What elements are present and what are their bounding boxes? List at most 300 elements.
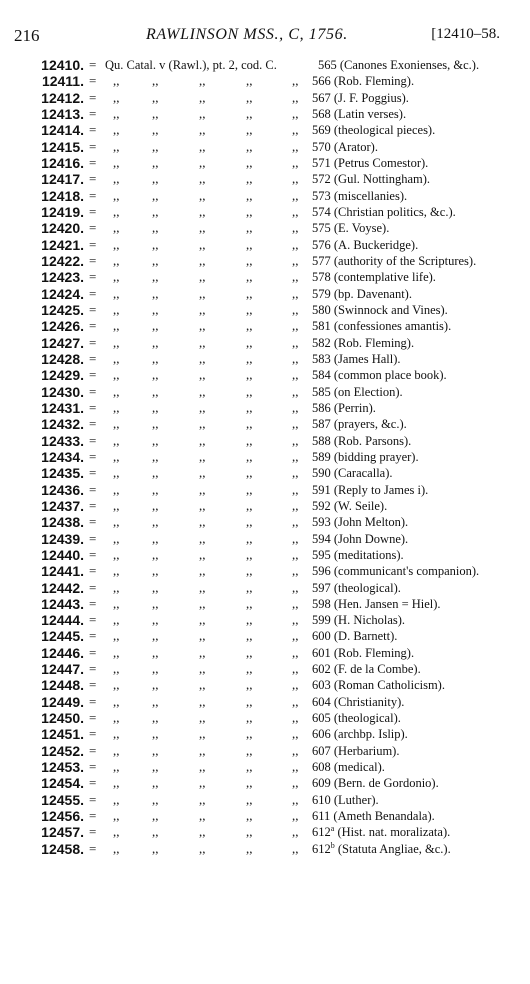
ditto-mark: ,, [152, 432, 159, 448]
entry-description [312, 335, 414, 351]
entry-number: 12450. [41, 710, 84, 727]
ditto-mark: ,, [292, 514, 299, 530]
ditto-mark: ,, [199, 252, 206, 268]
ditto-mark: ,, [152, 612, 159, 628]
ditto-mark: ,, [152, 73, 159, 89]
ditto-mark: ,, [246, 808, 253, 824]
description-text: 588 (Rob. Parsons). [312, 433, 412, 448]
description-text: 605 (theological). [312, 711, 401, 726]
entry-description [312, 759, 385, 775]
equals-sign: = [89, 824, 97, 840]
ditto-mark: ,, [292, 301, 299, 317]
entry-description [312, 155, 428, 171]
entry-number: 12436. [41, 481, 84, 498]
entry-description [312, 547, 404, 563]
ditto-mark: ,, [113, 367, 120, 383]
description-text: 608 (medical). [312, 760, 385, 775]
ditto-mark: ,, [246, 236, 253, 252]
catalogue-entry [0, 628, 530, 644]
catalogue-entry [0, 661, 530, 677]
entry-number: 12416. [41, 154, 84, 171]
ditto-mark: ,, [113, 742, 120, 758]
ditto-mark: ,, [246, 187, 253, 203]
ditto-mark: ,, [199, 154, 206, 170]
description-text: 606 (archbp. Islip). [312, 727, 408, 742]
ditto-mark: ,, [152, 154, 159, 170]
ditto-mark: ,, [292, 612, 299, 628]
entry-number: 12424. [41, 285, 84, 302]
entry-description [312, 514, 408, 530]
equals-sign: = [89, 383, 97, 399]
ditto-mark: ,, [199, 840, 206, 856]
ditto-mark: ,, [113, 252, 120, 268]
ditto-mark: ,, [113, 318, 120, 334]
description-text: 599 (H. Nicholas). [312, 613, 406, 628]
catalogue-entry [0, 204, 530, 220]
ditto-mark: ,, [292, 334, 299, 350]
ditto-mark: ,, [152, 514, 159, 530]
ditto-mark: ,, [152, 775, 159, 791]
entry-number: 12440. [41, 546, 84, 563]
catalogue-entry [0, 335, 530, 351]
entry-description [312, 482, 428, 498]
ditto-mark: ,, [199, 693, 206, 709]
catalogue-entry [0, 645, 530, 661]
ditto-mark: ,, [199, 285, 206, 301]
ditto-mark: ,, [152, 350, 159, 366]
catalogue-entry [0, 775, 530, 791]
entry-description [312, 351, 401, 367]
catalogue-entry [0, 220, 530, 236]
ditto-mark: ,, [113, 334, 120, 350]
entry-description [312, 188, 407, 204]
entry-number: 12429. [41, 367, 84, 384]
description-text: 611 (Ameth Benandala). [312, 809, 435, 824]
description-text: 587 (prayers, &c.). [312, 417, 407, 432]
entry-description [312, 580, 401, 596]
ditto-mark: ,, [199, 677, 206, 693]
catalogue-entry [0, 73, 530, 89]
ditto-mark: ,, [199, 89, 206, 105]
ditto-mark: ,, [246, 122, 253, 138]
ditto-mark: ,, [152, 693, 159, 709]
catalogue-entry [0, 269, 530, 285]
entry-number: 12419. [41, 203, 84, 220]
ditto-mark: ,, [113, 759, 120, 775]
catalogue-entry [0, 188, 530, 204]
catalogue-entries [0, 57, 530, 857]
entry-number: 12443. [41, 595, 84, 612]
catalogue-entry [0, 694, 530, 710]
catalogue-entry [0, 531, 530, 547]
ditto-mark: ,, [152, 742, 159, 758]
entry-number: 12410. [41, 57, 84, 73]
superscript-letter: b [330, 840, 335, 850]
equals-sign: = [89, 465, 97, 481]
description-text: 596 (communicant's companion). [312, 564, 480, 579]
ditto-mark: ,, [152, 824, 159, 840]
description-text: 572 (Gul. Nottingham). [312, 172, 431, 187]
description-text: 577 (authority of the Scriptures). [312, 253, 477, 268]
ditto-mark: ,, [246, 301, 253, 317]
ditto-mark: ,, [246, 399, 253, 415]
entry-description [312, 808, 435, 824]
catalogue-entry [0, 498, 530, 514]
ditto-mark: ,, [113, 563, 120, 579]
equals-sign: = [89, 154, 97, 170]
ditto-mark: ,, [152, 595, 159, 611]
ditto-mark: ,, [199, 546, 206, 562]
ditto-mark: ,, [113, 89, 120, 105]
ditto-mark: ,, [152, 399, 159, 415]
equals-sign: = [89, 677, 97, 693]
ditto-mark: ,, [152, 644, 159, 660]
ditto-mark: ,, [113, 514, 120, 530]
catalogue-entry [0, 824, 530, 840]
ditto-mark: ,, [292, 448, 299, 464]
ditto-mark: ,, [292, 220, 299, 236]
entry-number: 12449. [41, 693, 84, 710]
equals-sign: = [89, 595, 97, 611]
ditto-mark: ,, [246, 171, 253, 187]
catalogue-entry [0, 710, 530, 726]
ditto-mark: ,, [199, 350, 206, 366]
ditto-mark: ,, [199, 236, 206, 252]
ditto-mark: ,, [292, 775, 299, 791]
ditto-mark: ,, [292, 269, 299, 285]
entry-number: 12441. [41, 563, 84, 580]
ditto-mark: ,, [246, 350, 253, 366]
entry-number: 12428. [41, 350, 84, 367]
equals-sign: = [89, 710, 97, 726]
catalogue-entry [0, 726, 530, 742]
entry-description [318, 57, 479, 73]
entry-description [312, 449, 419, 465]
ditto-mark: ,, [113, 808, 120, 824]
ditto-mark: ,, [152, 530, 159, 546]
entry-description [312, 416, 407, 432]
ditto-mark: ,, [292, 693, 299, 709]
entry-description [312, 318, 451, 334]
entry-description [312, 253, 476, 269]
description-text: 592 (W. Seile). [312, 498, 388, 513]
ditto-mark: ,, [292, 628, 299, 644]
ditto-mark: ,, [246, 661, 253, 677]
ditto-mark: ,, [246, 726, 253, 742]
ditto-mark: ,, [152, 726, 159, 742]
entry-description [312, 710, 401, 726]
equals-sign: = [89, 318, 97, 334]
catalogue-entry [0, 351, 530, 367]
ditto-mark: ,, [246, 89, 253, 105]
ditto-mark: ,, [152, 497, 159, 513]
equals-sign: = [89, 334, 97, 350]
ditto-mark: ,, [152, 203, 159, 219]
catalogue-entry [0, 122, 530, 138]
equals-sign: = [89, 187, 97, 203]
ditto-mark: ,, [246, 383, 253, 399]
description-text: 574 (Christian politics, &c.). [312, 204, 456, 219]
entry-number: 12432. [41, 416, 84, 433]
ditto-mark: ,, [292, 350, 299, 366]
ditto-mark: ,, [199, 563, 206, 579]
ditto-mark: ,, [152, 269, 159, 285]
ditto-mark: ,, [199, 465, 206, 481]
entry-description [312, 400, 376, 416]
entry-description [312, 122, 435, 138]
ditto-mark: ,, [246, 220, 253, 236]
ditto-mark: ,, [292, 726, 299, 742]
entry-number: 12423. [41, 269, 84, 286]
ditto-mark: ,, [246, 318, 253, 334]
entry-description [312, 269, 436, 285]
ditto-mark: ,, [152, 334, 159, 350]
ditto-mark: ,, [152, 367, 159, 383]
ditto-mark: ,, [113, 301, 120, 317]
ditto-mark: ,, [199, 661, 206, 677]
description-text: 578 (contemplative life). [312, 270, 436, 285]
equals-sign: = [89, 399, 97, 415]
entry-description [312, 367, 447, 383]
equals-sign: = [89, 236, 97, 252]
entry-number: 12454. [41, 775, 84, 792]
catalogue-entry [0, 286, 530, 302]
equals-sign: = [89, 661, 97, 677]
ditto-mark: ,, [292, 759, 299, 775]
ditto-mark: ,, [199, 301, 206, 317]
equals-sign: = [89, 57, 97, 72]
ditto-mark: ,, [113, 644, 120, 660]
description-text: 581 (confessiones amantis). [312, 319, 452, 334]
ditto-mark: ,, [152, 481, 159, 497]
ditto-mark: ,, [292, 530, 299, 546]
ditto-mark: ,, [246, 465, 253, 481]
ditto-mark: ,, [152, 677, 159, 693]
ditto-mark: ,, [246, 824, 253, 840]
entry-description [312, 433, 411, 449]
ditto-mark: ,, [113, 448, 120, 464]
ditto-mark: ,, [113, 285, 120, 301]
description-text: 583 (James Hall). [312, 351, 401, 366]
entry-number: 12452. [41, 742, 84, 759]
ditto-mark: ,, [152, 301, 159, 317]
ditto-mark: ,, [152, 791, 159, 807]
ditto-mark: ,, [152, 236, 159, 252]
ditto-mark: ,, [246, 775, 253, 791]
ditto-mark: ,, [292, 399, 299, 415]
ditto-mark: ,, [113, 661, 120, 677]
equals-sign: = [89, 775, 97, 791]
entry-number: 12439. [41, 530, 84, 547]
ditto-mark: ,, [246, 203, 253, 219]
entry-number: 12430. [41, 383, 84, 400]
ditto-mark: ,, [152, 579, 159, 595]
description-text: 580 (Swinnock and Vines). [312, 302, 448, 317]
ditto-mark: ,, [113, 383, 120, 399]
catalogue-entry [0, 563, 530, 579]
entry-number: 12438. [41, 514, 84, 531]
entry-number: 12425. [41, 301, 84, 318]
catalogue-reference: Qu. Catal. v (Rawl.), pt. 2, cod. C. [105, 58, 277, 72]
ditto-mark: ,, [199, 383, 206, 399]
entry-number: 12442. [41, 579, 84, 596]
catalogue-entry [0, 482, 530, 498]
ditto-mark: ,, [292, 187, 299, 203]
catalogue-entry [0, 433, 530, 449]
ditto-mark: ,, [113, 73, 120, 89]
catalogue-entry [0, 677, 530, 693]
superscript-letter: a [330, 824, 335, 834]
entry-description [312, 612, 405, 628]
ditto-mark: ,, [113, 350, 120, 366]
description-text: 570 (Arator). [312, 139, 378, 154]
ditto-mark: ,, [113, 628, 120, 644]
ditto-mark: ,, [199, 122, 206, 138]
ditto-mark: ,, [152, 383, 159, 399]
ditto-mark: ,, [113, 154, 120, 170]
entry-number: 12447. [41, 661, 84, 678]
ditto-mark: ,, [199, 742, 206, 758]
description-text: 594 (John Downe). [312, 531, 409, 546]
ditto-mark: ,, [113, 187, 120, 203]
description-text: 595 (meditations). [312, 547, 404, 562]
ditto-mark: ,, [199, 220, 206, 236]
ditto-mark: ,, [152, 416, 159, 432]
equals-sign: = [89, 367, 97, 383]
entry-description [312, 286, 412, 302]
ditto-mark: ,, [152, 563, 159, 579]
ditto-mark: ,, [113, 105, 120, 121]
ditto-mark: ,, [292, 677, 299, 693]
entry-description [312, 628, 397, 644]
ditto-mark: ,, [199, 187, 206, 203]
ditto-mark: ,, [152, 138, 159, 154]
ditto-mark: ,, [113, 840, 120, 856]
ditto-mark: ,, [152, 465, 159, 481]
ditto-mark: ,, [246, 334, 253, 350]
entry-number: 12456. [41, 808, 84, 825]
ditto-mark: ,, [152, 105, 159, 121]
ditto-mark: ,, [292, 563, 299, 579]
ditto-mark: ,, [292, 791, 299, 807]
entry-number: 12421. [41, 236, 84, 253]
description-text: 584 (common place book). [312, 368, 447, 383]
entry-description [312, 90, 409, 106]
entry-number: 12445. [41, 628, 84, 645]
description-text: 593 (John Melton). [312, 515, 409, 530]
catalogue-entry [0, 253, 530, 269]
ditto-mark: ,, [246, 416, 253, 432]
equals-sign: = [89, 350, 97, 366]
ditto-mark: ,, [199, 367, 206, 383]
description-text: 610 (Luther). [312, 792, 379, 807]
ditto-mark: ,, [152, 252, 159, 268]
equals-sign: = [89, 105, 97, 121]
catalogue-entry [0, 237, 530, 253]
ditto-mark: ,, [246, 154, 253, 170]
ditto-mark: ,, [292, 367, 299, 383]
equals-sign: = [89, 644, 97, 660]
catalogue-entry [0, 90, 530, 106]
description-text: 612 [312, 825, 331, 840]
entry-description [312, 596, 441, 612]
ditto-mark: ,, [292, 252, 299, 268]
ditto-mark: ,, [292, 383, 299, 399]
equals-sign: = [89, 171, 97, 187]
ditto-mark: ,, [292, 318, 299, 334]
entry-description [312, 171, 430, 187]
catalogue-entry [0, 57, 530, 73]
equals-sign: = [89, 89, 97, 105]
ditto-mark: ,, [246, 791, 253, 807]
ditto-mark: ,, [246, 73, 253, 89]
ditto-mark: ,, [199, 644, 206, 660]
ditto-mark: ,, [152, 546, 159, 562]
entry-number: 12434. [41, 448, 84, 465]
equals-sign: = [89, 514, 97, 530]
entry-description [312, 661, 421, 677]
ditto-mark: ,, [292, 824, 299, 840]
ditto-mark: ,, [113, 595, 120, 611]
ditto-mark: ,, [246, 759, 253, 775]
description-text: 566 (Rob. Fleming). [312, 74, 415, 89]
entry-description [312, 824, 450, 840]
ditto-mark: ,, [113, 122, 120, 138]
ditto-mark: ,, [292, 481, 299, 497]
entry-number: 12455. [41, 791, 84, 808]
entry-number: 12457. [41, 824, 84, 841]
catalogue-entry [0, 139, 530, 155]
entry-description [312, 237, 418, 253]
equals-sign: = [89, 628, 97, 644]
ditto-mark: ,, [199, 399, 206, 415]
ditto-mark: ,, [292, 432, 299, 448]
entry-range: [12410–58. [431, 26, 500, 42]
ditto-mark: ,, [199, 759, 206, 775]
entry-number: 12437. [41, 497, 84, 514]
ditto-mark: ,, [199, 105, 206, 121]
ditto-mark: ,, [199, 73, 206, 89]
ditto-mark: ,, [292, 546, 299, 562]
catalogue-entry [0, 384, 530, 400]
ditto-mark: ,, [246, 644, 253, 660]
ditto-mark: ,, [199, 318, 206, 334]
ditto-mark: ,, [152, 808, 159, 824]
catalogue-entry [0, 106, 530, 122]
ditto-mark: ,, [292, 579, 299, 595]
description-text: 603 (Roman Catholicism). [312, 678, 445, 693]
entry-number: 12415. [41, 138, 84, 155]
page-number: 216 [14, 26, 40, 45]
ditto-mark: ,, [292, 105, 299, 121]
ditto-mark: ,, [246, 448, 253, 464]
ditto-mark: ,, [113, 236, 120, 252]
ditto-mark: ,, [113, 726, 120, 742]
ditto-mark: ,, [246, 628, 253, 644]
ditto-mark: ,, [292, 73, 299, 89]
description-text: 571 (Petrus Comestor). [312, 155, 429, 170]
entry-description [312, 139, 378, 155]
ditto-mark: ,, [246, 742, 253, 758]
ditto-mark: ,, [199, 481, 206, 497]
ditto-mark: ,, [246, 269, 253, 285]
description-text: 590 (Caracalla). [312, 466, 393, 481]
entry-description [312, 498, 387, 514]
ditto-mark: ,, [292, 595, 299, 611]
entry-number: 12448. [41, 677, 84, 694]
ditto-mark: ,, [199, 416, 206, 432]
ditto-mark: ,, [246, 595, 253, 611]
